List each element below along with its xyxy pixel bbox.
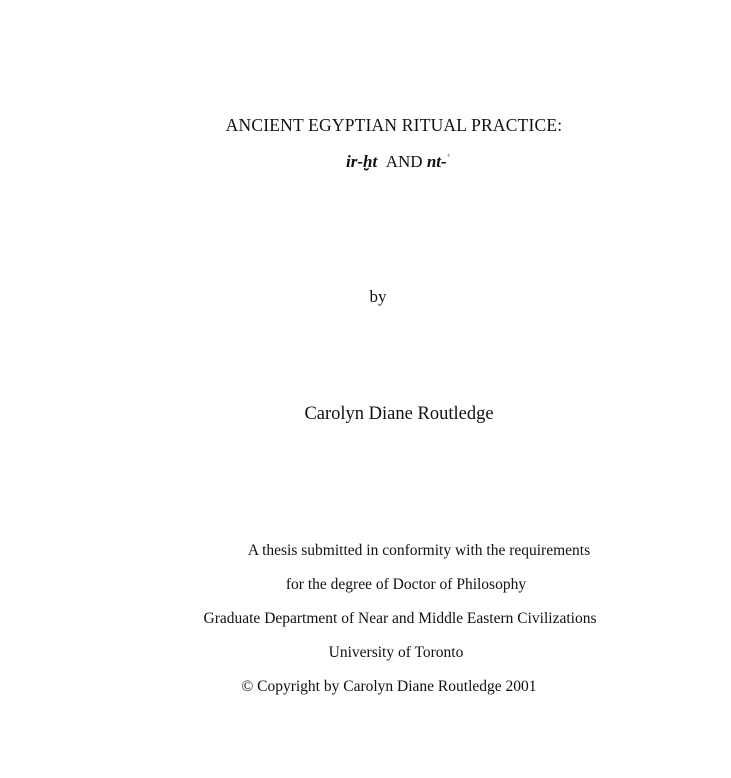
subtitle-ayin-superscript: ᶜ [447, 151, 450, 161]
author-name: Carolyn Diane Routledge [304, 404, 494, 424]
thesis-subtitle [346, 151, 450, 172]
subtitle-term-2: nt- [426, 152, 447, 171]
statement-line-submission: A thesis submitted in conformity with the requirements [247, 542, 591, 559]
by-line: by [369, 287, 387, 306]
statement-line-degree: for the degree of Doctor of Philosophy [285, 576, 527, 593]
statement-line-department: Graduate Department of Near and Middle Eastern Civilizations [203, 610, 597, 627]
statement-line-copyright: © Copyright by Carolyn Diane Routledge 2001 [241, 678, 537, 695]
statement-line-university: University of Toronto [328, 644, 464, 661]
subtitle-term-1: ir-ḫt [346, 152, 378, 171]
subtitle-conjunction: AND [385, 152, 423, 171]
thesis-title: ANCIENT EGYPTIAN RITUAL PRACTICE: [225, 115, 563, 135]
